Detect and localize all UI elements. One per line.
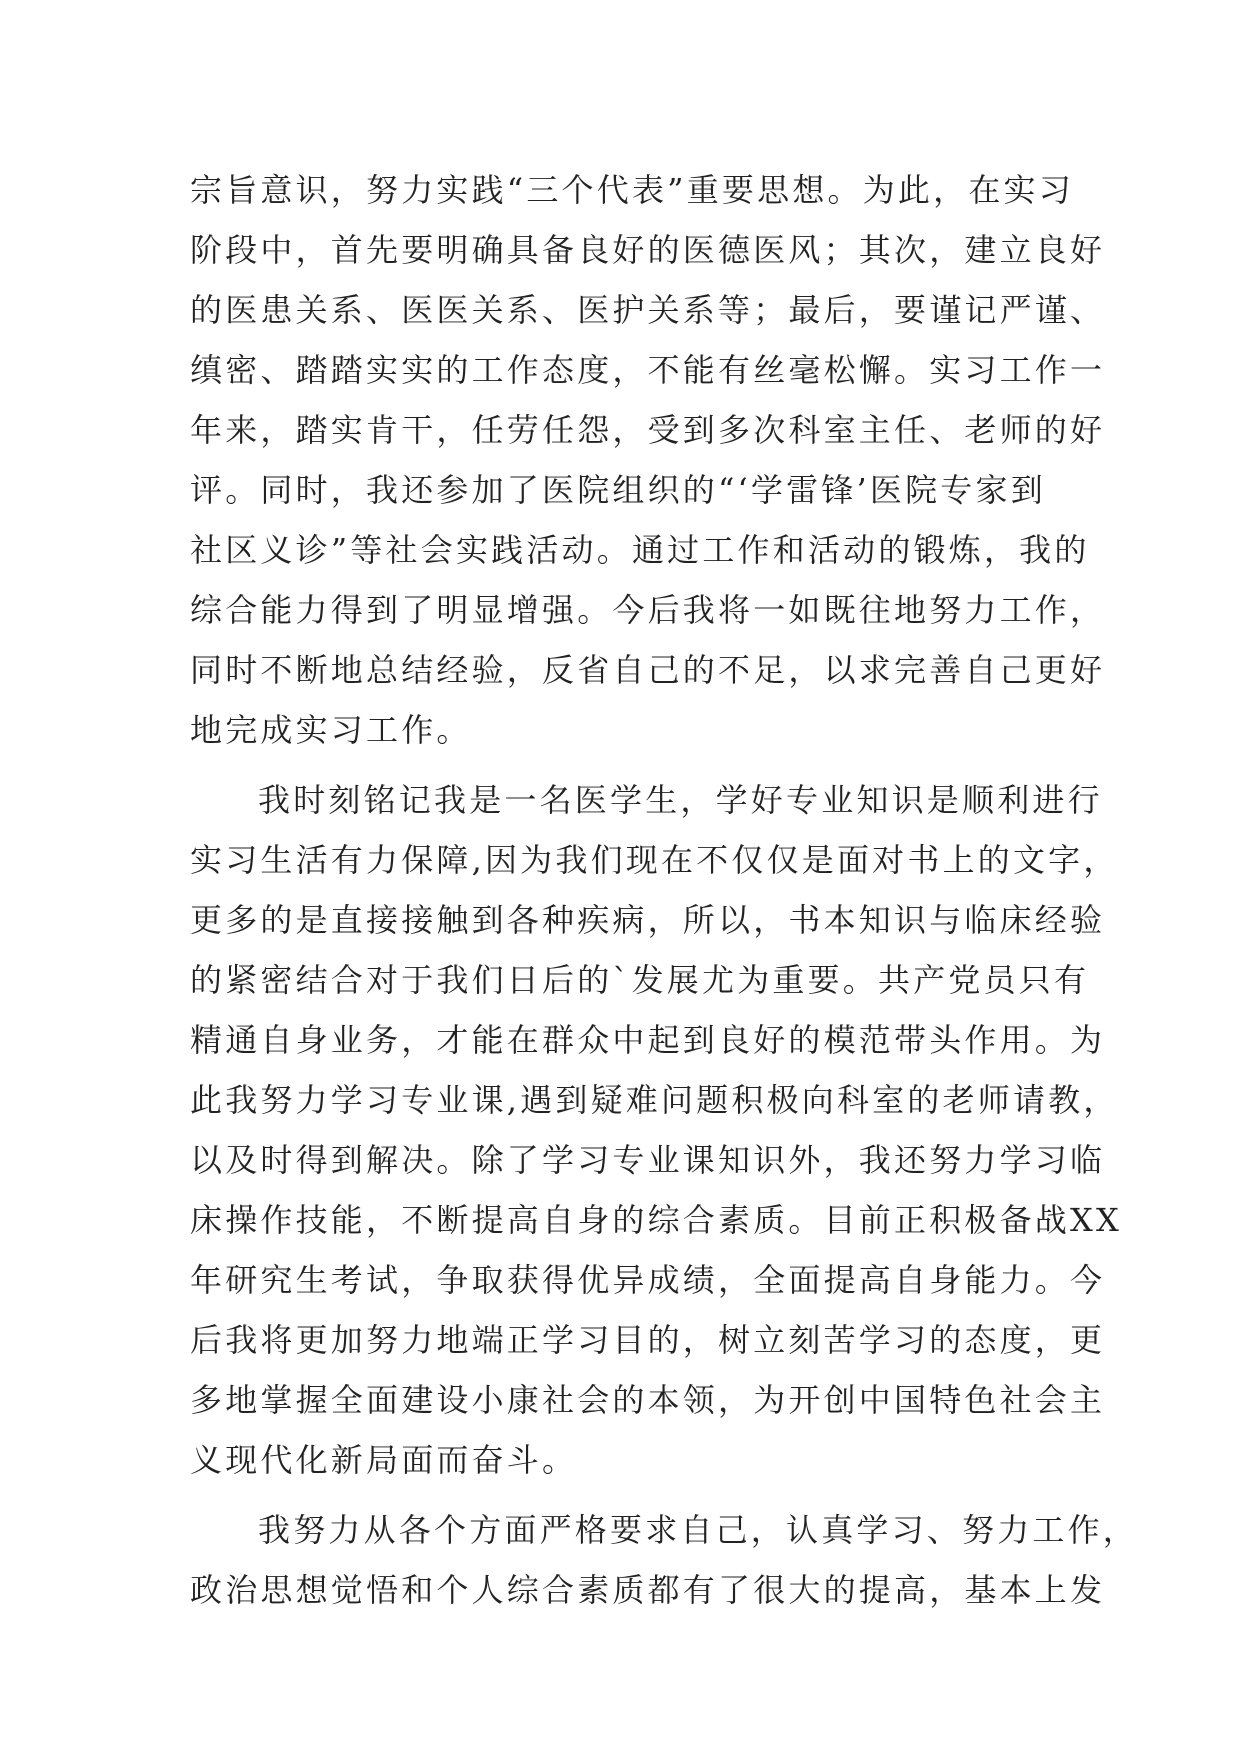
text-line: 政治思想觉悟和个人综合素质都有了很大的提高，基本上发 (190, 1571, 1106, 1609)
text-line: 实习生活有力保障,因为我们现在不仅仅是面对书上的文字， (190, 841, 1119, 879)
text-line: 更多的是直接接触到各种疾病，所以，书本知识与临床经验 (190, 901, 1106, 939)
text-line: 此我努力学习专业课,遇到疑难问题积极向科室的老师请教， (190, 1081, 1119, 1119)
text-line: 我努力从各个方面严格要求自己，认真学习、努力工作， (258, 1511, 1139, 1549)
text-line: 的医患关系、医医关系、医护关系等；最后，要谨记严谨、 (190, 291, 1106, 329)
text-line: 同时不断地总结经验，反省自己的不足，以求完善自己更好 (190, 651, 1106, 689)
paragraph-2 (190, 770, 1122, 1490)
text-line: 的紧密结合对于我们日后的`发展尤为重要。共产党员只有 (190, 961, 1090, 999)
text-line: 综合能力得到了明显增强。今后我将一如既往地努力工作， (190, 591, 1106, 629)
paragraph-3 (190, 1500, 1139, 1620)
text-line: 地完成实习工作。 (190, 711, 472, 749)
text-line: 年研究生考试，争取获得优异成绩，全面提高自身能力。今 (190, 1261, 1106, 1299)
paragraph-gap (190, 760, 1070, 770)
text-line: 缜密、踏踏实实的工作态度，不能有丝毫松懈。实习工作一 (190, 351, 1106, 389)
paragraph-gap (190, 1490, 1070, 1500)
text-line: 以及时得到解决。除了学习专业课知识外，我还努力学习临 (190, 1141, 1106, 1179)
text-line: 评。同时，我还参加了医院组织的“‘学雷锋’医院专家到 (190, 471, 1046, 509)
text-line: 年来，踏实肯干，任劳任怨，受到多次科室主任、老师的好 (190, 411, 1106, 449)
text-line: 后我将更加努力地端正学习目的，树立刻苦学习的态度，更 (190, 1321, 1106, 1359)
text-line: 多地掌握全面建设小康社会的本领，为开创中国特色社会主 (190, 1381, 1106, 1419)
text-line: 义现代化新局面而奋斗。 (190, 1441, 578, 1479)
text-line: 社区义诊”等社会实践活动。通过工作和活动的锻炼，我的 (190, 531, 1090, 569)
text-line: 阶段中，首先要明确具备良好的医德医风；其次，建立良好 (190, 231, 1106, 269)
text-line: 精通自身业务，才能在群众中起到良好的模范带头作用。为 (190, 1021, 1106, 1059)
text-line: 床操作技能，不断提高自身的综合素质。目前正积极备战XX (190, 1201, 1122, 1239)
document-body (190, 160, 1139, 1620)
text-line: 宗旨意识，努力实践“三个代表”重要思想。为此，在实习 (190, 171, 1074, 209)
text-line: 我时刻铭记我是一名医学生，学好专业知识是顺利进行 (258, 781, 1103, 819)
paragraph-1 (190, 160, 1106, 760)
